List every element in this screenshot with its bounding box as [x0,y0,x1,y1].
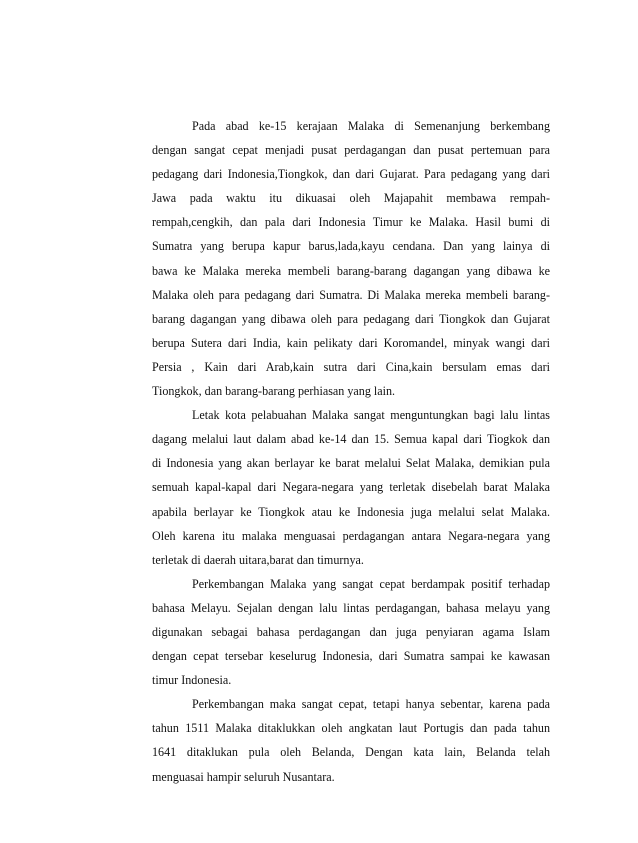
text-line: Letak kota pelabuahan Malaka sangat menguntungkan bagi lalu lintas [192,408,550,423]
text-line: dagang melalui laut dalam abad ke-14 dan 15. Semua kapal dari Tiogkok dan [152,432,550,447]
text-line: Persia , Kain dari Arab,kain sutra dari Cina,kain bersulam emas dari [152,359,550,374]
text-line: pedagang dari Indonesia,Tiongkok, dan dari Gujarat. Para pedagang yang dari [152,167,550,182]
text-line: Sumatra yang berupa kapur barus,lada,kayu cendana. Dan yang lainya di [152,239,550,254]
text-line: bahasa Melayu. Sejalan dengan lalu lintas perdagangan, bahasa melayu yang [152,600,550,615]
text-line: di Indonesia yang akan berlayar ke barat melalui Selat Malaka, demikian pula [152,456,550,471]
text-line: apabila berlayar ke Tiongkok atau ke Indonesia juga melalui selat Malaka. [152,504,550,519]
text-line: Malaka oleh para pedagang dari Sumatra. Di Malaka mereka membeli barang- [152,287,550,302]
text-line: dengan sangat cepat menjadi pusat perdagangan dan pusat pertemuan para [152,143,550,158]
paragraph-conquest [152,692,550,788]
text-line: digunakan sebagai bahasa perdagangan dan juga penyiaran agama Islam [152,624,550,639]
text-line: berupa Sutera dari India, kain pelikaty dari Koromandel, minyak wangi dari [152,335,550,350]
text-line: rempah,cengkih, dan pala dari Indonesia Timur ke Malaka. Hasil bumi di [152,215,550,230]
text-line: terletak di daerah uitara,barat dan timurnya. [152,552,364,567]
text-line: Oleh karena itu malaka menguasai perdagangan antara Negara-negara yang [152,528,550,543]
document-body [152,114,550,789]
text-line: timur Indonesia. [152,673,232,688]
text-line: tahun 1511 Malaka ditaklukkan oleh angkatan laut Portugis dan pada tahun [152,721,550,736]
text-line: 1641 ditaklukan pula oleh Belanda, Dengan kata lain, Belanda telah [152,745,550,760]
text-line: dengan cepat tersebar keselurug Indonesia, dari Sumatra sampai ke kawasan [152,649,550,664]
text-line: bawa ke Malaka mereka membeli barang-barang dagangan yang dibawa ke [152,263,550,278]
text-line: barang dagangan yang dibawa oleh para pedagang dari Tiongkok dan Gujarat [152,311,550,326]
text-line: Perkembangan maka sangat cepat, tetapi hanya sebentar, karena pada [192,697,550,712]
text-line: menguasai hampir seluruh Nusantara. [152,769,335,784]
paragraph-malay-language [152,572,550,692]
text-line: Tiongkok, dan barang-barang perhiasan yang lain. [152,384,396,399]
text-line: Perkembangan Malaka yang sangat cepat berdampak positif terhadap [192,576,550,591]
text-line: Jawa pada waktu itu dikuasai oleh Majapahit membawa rempah- [152,191,550,206]
text-line: semuah kapal-kapal dari Negara-negara yang terletak disebelah barat Malaka [152,480,550,495]
text-line: Pada abad ke-15 kerajaan Malaka di Semenanjung berkembang [192,119,550,133]
paragraph-malaka-trade [152,114,550,403]
paragraph-port-location [152,403,550,572]
